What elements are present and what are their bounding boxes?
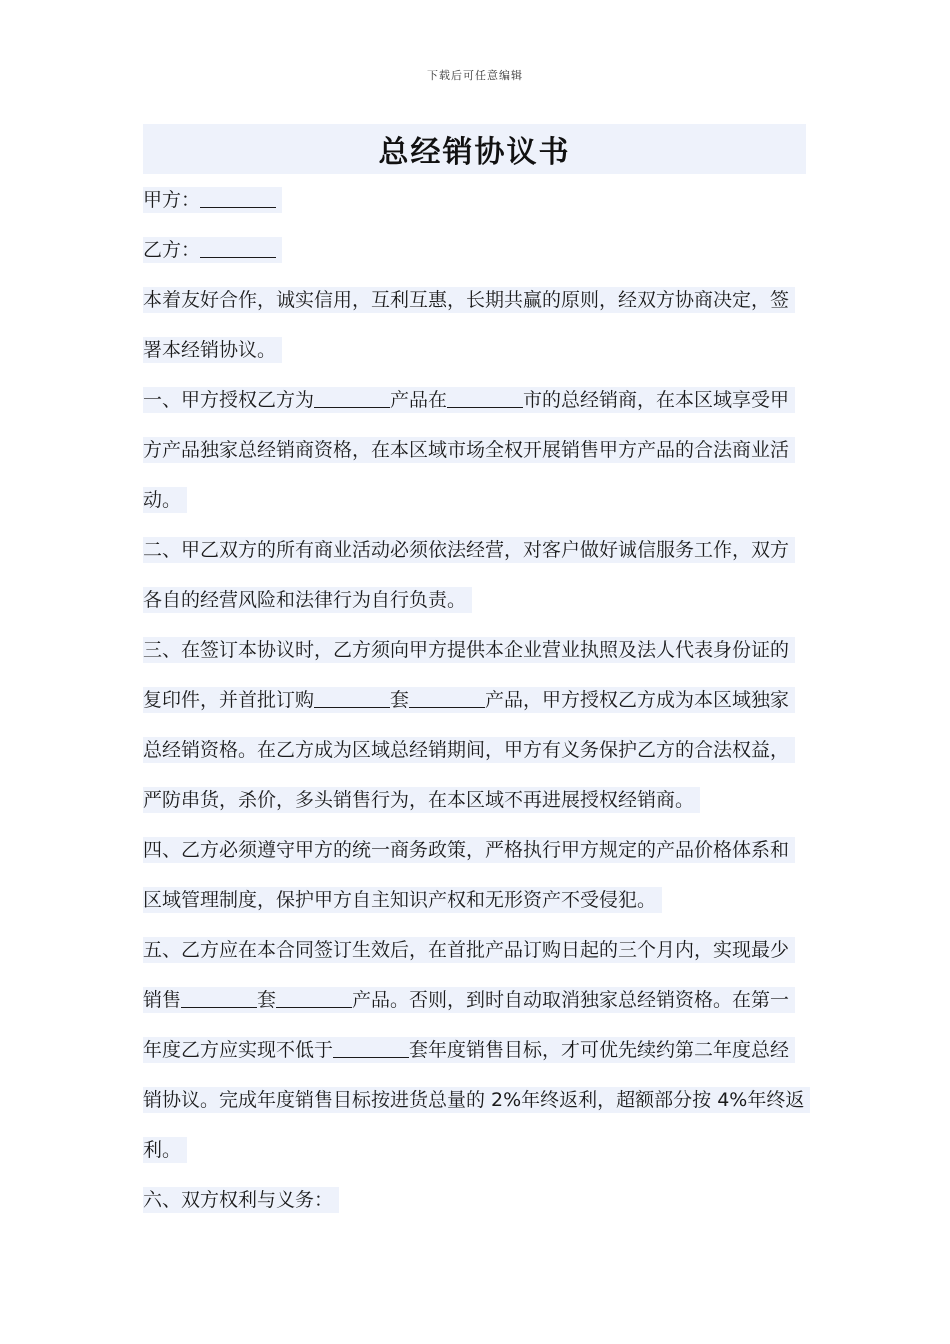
body-text: 严防串货，杀价，多头销售行为，在本区域不再进展授权经销商。 <box>143 787 700 813</box>
body-text: 各自的经营风险和法律行为自行负责。 <box>143 587 472 613</box>
body-text: 二、甲乙双方的所有商业活动必须依法经营，对客户做好诚信服务工作，双方 <box>143 537 795 563</box>
body-text: 套 <box>257 989 277 1011</box>
line-highlight <box>143 387 795 413</box>
body-line <box>143 782 809 832</box>
line-highlight <box>143 987 795 1013</box>
body-text: 方产品独家总经销商资格，在本区域市场全权开展销售甲方产品的合法商业活 <box>143 437 795 463</box>
line-highlight <box>143 187 282 213</box>
line-highlight <box>143 687 795 713</box>
body-text: 四、乙方必须遵守甲方的统一商务政策，严格执行甲方规定的产品价格体系和 <box>143 837 795 863</box>
body-line <box>143 1082 809 1132</box>
clause-4-line <box>143 832 809 882</box>
body-text: 产品，甲方授权乙方成为本区域独家 <box>485 689 790 711</box>
clause-6-line <box>143 1182 809 1232</box>
party-b-blank[interactable] <box>200 237 276 258</box>
product-blank[interactable] <box>314 387 390 408</box>
body-line <box>143 1132 809 1182</box>
clause-5-line <box>143 932 809 982</box>
body-line <box>143 282 809 332</box>
clause-3-line <box>143 632 809 682</box>
party-b-line <box>143 232 809 282</box>
body-text: 动。 <box>143 487 187 513</box>
body-text: 复印件，并首批订购 <box>143 689 315 711</box>
body-text: 三、在签订本协议时，乙方须向甲方提供本企业营业执照及法人代表身份证的 <box>143 637 795 663</box>
party-a-blank[interactable] <box>200 187 276 208</box>
body-line <box>143 1032 809 1082</box>
body-text: 销售 <box>143 989 182 1011</box>
min-sales-product-blank[interactable] <box>276 987 352 1008</box>
body-text: 总经销资格。在乙方成为区域总经销期间，甲方有义务保护乙方的合法权益， <box>143 737 795 763</box>
city-blank[interactable] <box>447 387 523 408</box>
body-text: 区域管理制度，保护甲方自主知识产权和无形资产不受侵犯。 <box>143 887 662 913</box>
line-highlight <box>143 237 282 263</box>
line-highlight <box>143 1037 795 1063</box>
body-text: 套年度销售目标，才可优先续约第二年度总经 <box>409 1039 790 1061</box>
body-text: 本着友好合作，诚实信用，互利互惠，长期共赢的原则，经双方协商决定，签 <box>143 287 795 313</box>
body-line <box>143 882 809 932</box>
body-line <box>143 432 809 482</box>
body-text: 六、双方权利与义务： <box>143 1187 339 1213</box>
body-text: 套 <box>390 689 410 711</box>
min-sales-sets-blank[interactable] <box>181 987 257 1008</box>
body-line <box>143 332 809 382</box>
document-title: 总经销协议书 <box>378 135 571 170</box>
body-text: 市的总经销商，在本区域享受甲 <box>523 389 790 411</box>
body-line <box>143 982 809 1032</box>
document-body <box>143 182 809 1232</box>
annual-target-blank[interactable] <box>333 1037 409 1058</box>
initial-order-product-blank[interactable] <box>409 687 485 708</box>
body-line <box>143 482 809 532</box>
body-line <box>143 582 809 632</box>
header-note: 下载后可任意编辑 <box>427 69 523 82</box>
body-text: 一、甲方授权乙方为 <box>143 389 315 411</box>
body-text: 产品。否则，到时自动取消独家总经销资格。在第一 <box>352 989 790 1011</box>
clause-1-line <box>143 382 809 432</box>
party-a-line <box>143 182 809 232</box>
body-text: 署本经销协议。 <box>143 337 282 363</box>
body-line <box>143 732 809 782</box>
body-line <box>143 682 809 732</box>
party-b-label: 乙方： <box>143 239 201 261</box>
party-a-label: 甲方： <box>143 189 201 211</box>
body-text: 产品在 <box>390 389 448 411</box>
clause-2-line <box>143 532 809 582</box>
initial-order-sets-blank[interactable] <box>314 687 390 708</box>
body-text: 五、乙方应在本合同签订生效后，在首批产品订购日起的三个月内，实现最少 <box>143 937 795 963</box>
title-bar <box>143 124 806 174</box>
body-text: 年度乙方应实现不低于 <box>143 1039 334 1061</box>
body-text: 利。 <box>143 1137 187 1163</box>
body-text: 销协议。完成年度销售目标按进货总量的 2%年终返利，超额部分按 4%年终返 <box>143 1087 810 1113</box>
